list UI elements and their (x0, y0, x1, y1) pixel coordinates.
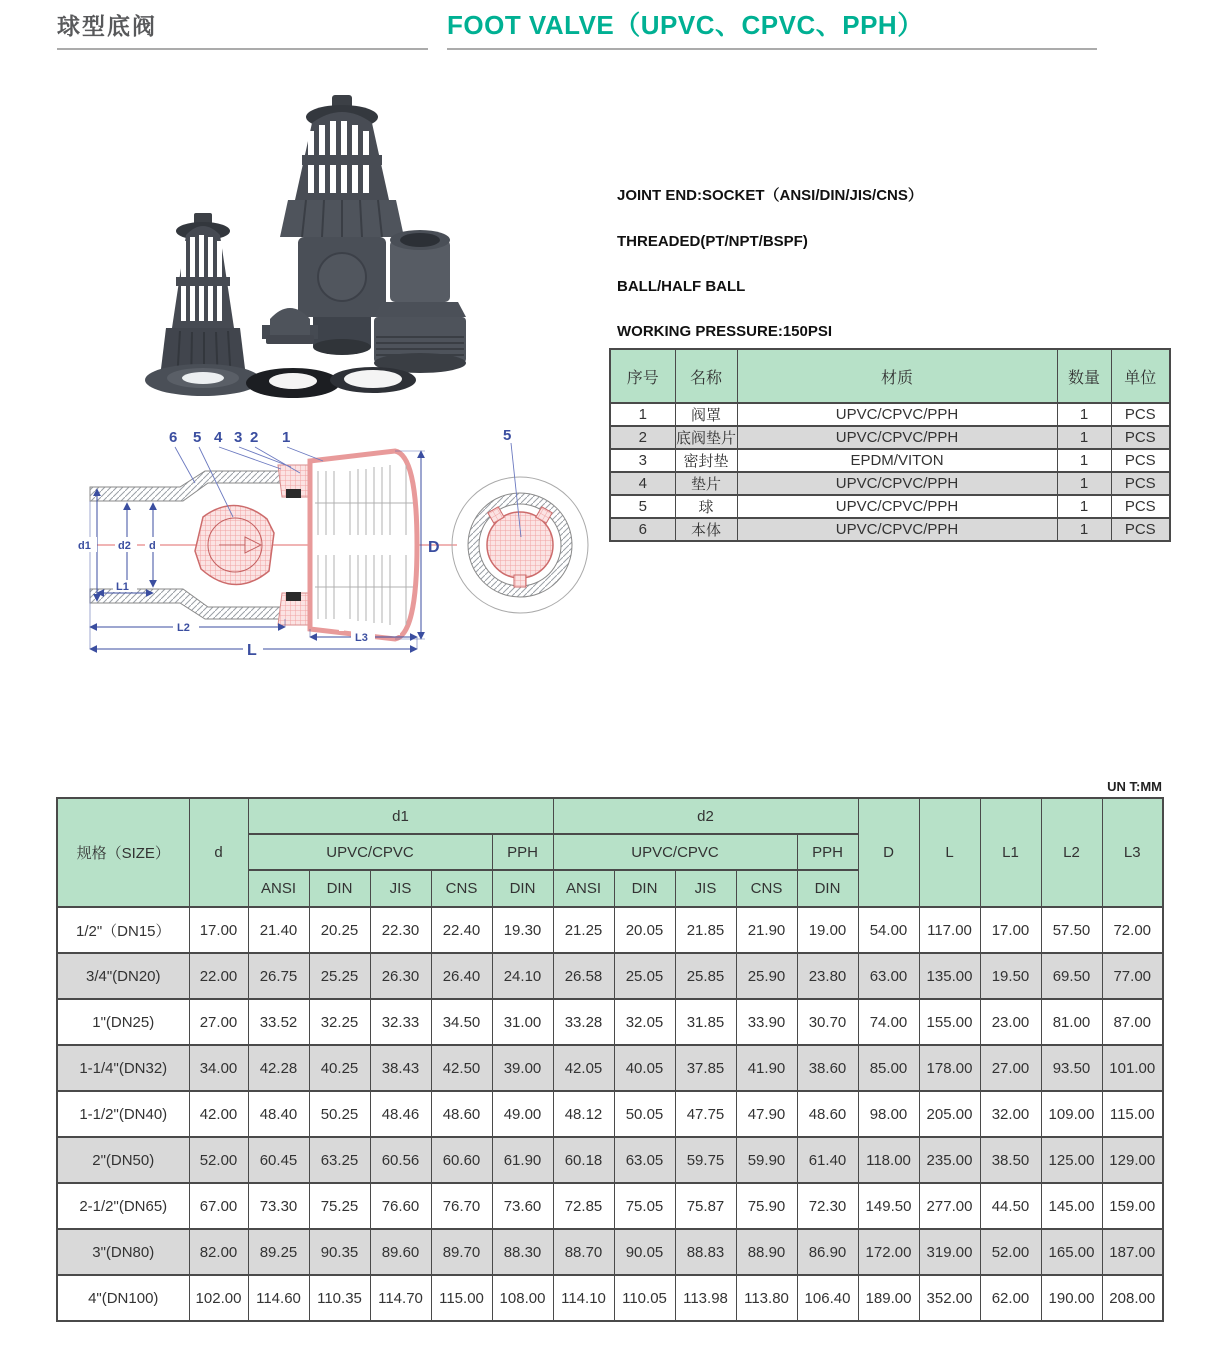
value-cell: 67.00 (189, 1183, 248, 1229)
value-cell: 61.90 (492, 1137, 553, 1183)
value-cell: 26.40 (431, 953, 492, 999)
callout-6: 6 (169, 429, 178, 446)
callout-3: 3 (234, 429, 243, 446)
value-cell: 57.50 (1041, 907, 1102, 953)
index-cell: 1 (610, 403, 675, 426)
size-cell: 3/4"(DN20) (57, 953, 189, 999)
value-cell: 25.05 (614, 953, 675, 999)
flange-gasket (145, 364, 261, 396)
value-cell: 41.90 (736, 1045, 797, 1091)
index-cell: 4 (610, 472, 675, 495)
parts-header-row (610, 349, 1170, 403)
table-row (610, 472, 1170, 495)
value-cell: 球 (675, 495, 737, 518)
dim-label-L3: L3 (355, 632, 368, 644)
column-header-standard: DIN (614, 870, 675, 907)
index-cell: 3 (610, 449, 675, 472)
value-cell: 22.40 (431, 907, 492, 953)
value-cell: 33.90 (736, 999, 797, 1045)
index-cell: 6 (610, 518, 675, 541)
value-cell: 42.50 (431, 1045, 492, 1091)
table-row (610, 426, 1170, 449)
seal-ring-thin (330, 367, 416, 393)
value-cell: 352.00 (919, 1275, 980, 1321)
value-cell: 40.25 (309, 1045, 370, 1091)
technical-drawing (65, 425, 605, 660)
value-cell: 72.00 (1102, 907, 1163, 953)
column-header: 材质 (737, 349, 1057, 403)
value-cell: 82.00 (189, 1229, 248, 1275)
value-cell: 40.05 (614, 1045, 675, 1091)
value-cell: 48.12 (553, 1091, 614, 1137)
column-header-standard: ANSI (553, 870, 614, 907)
column-header-standard: CNS (736, 870, 797, 907)
dimension-table (56, 797, 1164, 1322)
dim-label-d1: d1 (78, 540, 91, 552)
table-row (57, 1183, 1163, 1229)
value-cell: 125.00 (1041, 1137, 1102, 1183)
value-cell: 63.05 (614, 1137, 675, 1183)
value-cell: 62.00 (980, 1275, 1041, 1321)
value-cell: 75.25 (309, 1183, 370, 1229)
value-cell: 319.00 (919, 1229, 980, 1275)
size-cell: 4"(DN100) (57, 1275, 189, 1321)
index-cell: 2 (610, 426, 675, 449)
value-cell: 底阀垫片 (675, 426, 737, 449)
value-cell: 88.70 (553, 1229, 614, 1275)
value-cell: 42.28 (248, 1045, 309, 1091)
value-cell: 24.10 (492, 953, 553, 999)
value-cell: UPVC/CPVC/PPH (737, 495, 1057, 518)
column-group-upvc: UPVC/CPVC (553, 834, 797, 870)
callout-4: 4 (214, 429, 223, 446)
table-row (610, 518, 1170, 541)
value-cell: 23.00 (980, 999, 1041, 1045)
strainer-cage-section (310, 451, 417, 639)
value-cell: 86.90 (797, 1229, 858, 1275)
value-cell: 149.50 (858, 1183, 919, 1229)
value-cell: 31.85 (675, 999, 736, 1045)
value-cell: 21.40 (248, 907, 309, 953)
value-cell: 25.85 (675, 953, 736, 999)
table-row (57, 1137, 1163, 1183)
column-header-standard: DIN (309, 870, 370, 907)
unit-note: UN T:MM (1107, 779, 1162, 794)
value-cell: 208.00 (1102, 1275, 1163, 1321)
value-cell: 阀罩 (675, 403, 737, 426)
value-cell: 52.00 (189, 1137, 248, 1183)
value-cell: 88.30 (492, 1229, 553, 1275)
value-cell: 22.30 (370, 907, 431, 953)
value-cell: 26.30 (370, 953, 431, 999)
table-row (57, 1275, 1163, 1321)
value-cell: 52.00 (980, 1229, 1041, 1275)
value-cell: 21.90 (736, 907, 797, 953)
size-cell: 2"(DN50) (57, 1137, 189, 1183)
column-group-pph: PPH (492, 834, 553, 870)
callout-5-endview: 5 (503, 427, 512, 444)
value-cell: 49.00 (492, 1091, 553, 1137)
value-cell: 1 (1057, 518, 1111, 541)
column-header-standard: JIS (370, 870, 431, 907)
value-cell: 81.00 (1041, 999, 1102, 1045)
value-cell: 110.35 (309, 1275, 370, 1321)
value-cell: 21.25 (553, 907, 614, 953)
value-cell: 30.70 (797, 999, 858, 1045)
value-cell: 48.46 (370, 1091, 431, 1137)
value-cell: 72.85 (553, 1183, 614, 1229)
column-group-upvc: UPVC/CPVC (248, 834, 492, 870)
spec-threaded: THREADED(PT/NPT/BSPF) (617, 233, 808, 250)
table-row (610, 449, 1170, 472)
table-row (57, 1045, 1163, 1091)
value-cell: 54.00 (858, 907, 919, 953)
value-cell: 165.00 (1041, 1229, 1102, 1275)
value-cell: 113.80 (736, 1275, 797, 1321)
value-cell: 34.50 (431, 999, 492, 1045)
size-cell: 1-1/4"(DN32) (57, 1045, 189, 1091)
value-cell: 115.00 (431, 1275, 492, 1321)
size-cell: 1-1/2"(DN40) (57, 1091, 189, 1137)
table-row (57, 907, 1163, 953)
value-cell: 21.85 (675, 907, 736, 953)
value-cell: 50.05 (614, 1091, 675, 1137)
value-cell: 98.00 (858, 1091, 919, 1137)
value-cell: 32.33 (370, 999, 431, 1045)
value-cell: 22.00 (189, 953, 248, 999)
value-cell: 89.25 (248, 1229, 309, 1275)
value-cell: 187.00 (1102, 1229, 1163, 1275)
value-cell: 235.00 (919, 1137, 980, 1183)
value-cell: UPVC/CPVC/PPH (737, 426, 1057, 449)
value-cell: 1 (1057, 403, 1111, 426)
spec-ball: BALL/HALF BALL (617, 278, 746, 295)
value-cell: 88.90 (736, 1229, 797, 1275)
value-cell: 32.00 (980, 1091, 1041, 1137)
value-cell: 73.60 (492, 1183, 553, 1229)
value-cell: 90.35 (309, 1229, 370, 1275)
value-cell: 118.00 (858, 1137, 919, 1183)
value-cell: UPVC/CPVC/PPH (737, 518, 1057, 541)
value-cell: 60.45 (248, 1137, 309, 1183)
table-row (610, 403, 1170, 426)
table-row (57, 999, 1163, 1045)
value-cell: 1 (1057, 495, 1111, 518)
table-row (610, 495, 1170, 518)
value-cell: 88.83 (675, 1229, 736, 1275)
value-cell: 42.05 (553, 1045, 614, 1091)
value-cell: 93.50 (1041, 1045, 1102, 1091)
value-cell: 本体 (675, 518, 737, 541)
value-cell: 44.50 (980, 1183, 1041, 1229)
value-cell: 19.50 (980, 953, 1041, 999)
value-cell: PCS (1111, 449, 1170, 472)
value-cell: 190.00 (1041, 1275, 1102, 1321)
value-cell: 27.00 (189, 999, 248, 1045)
value-cell: UPVC/CPVC/PPH (737, 472, 1057, 495)
value-cell: 密封垫 (675, 449, 737, 472)
value-cell: 114.10 (553, 1275, 614, 1321)
value-cell: 172.00 (858, 1229, 919, 1275)
dim-label-L2: L2 (177, 622, 190, 634)
value-cell: 31.00 (492, 999, 553, 1045)
value-cell: 110.05 (614, 1275, 675, 1321)
value-cell: 17.00 (980, 907, 1041, 953)
column-header-size: 规格（SIZE） (57, 798, 189, 907)
value-cell: PCS (1111, 495, 1170, 518)
size-cell: 1/2"（DN15） (57, 907, 189, 953)
value-cell: 19.30 (492, 907, 553, 953)
value-cell: 25.25 (309, 953, 370, 999)
value-cell: 38.50 (980, 1137, 1041, 1183)
end-view (452, 427, 588, 613)
value-cell: 38.43 (370, 1045, 431, 1091)
ball-section (195, 505, 274, 584)
column-header-L3: L3 (1102, 798, 1163, 907)
value-cell: 47.90 (736, 1091, 797, 1137)
column-header: 名称 (675, 349, 737, 403)
callout-2: 2 (250, 429, 259, 446)
table-row (57, 1091, 1163, 1137)
value-cell: 108.00 (492, 1275, 553, 1321)
column-header-standard: DIN (797, 870, 858, 907)
value-cell: 25.90 (736, 953, 797, 999)
value-cell: 17.00 (189, 907, 248, 953)
value-cell: 32.05 (614, 999, 675, 1045)
column-header-D: D (858, 798, 919, 907)
value-cell: 27.00 (980, 1045, 1041, 1091)
value-cell: 113.98 (675, 1275, 736, 1321)
value-cell: 33.28 (553, 999, 614, 1045)
value-cell: 39.00 (492, 1045, 553, 1091)
table-row (57, 953, 1163, 999)
value-cell: 26.75 (248, 953, 309, 999)
divider-right (447, 48, 1097, 50)
size-cell: 1"(DN25) (57, 999, 189, 1045)
value-cell: 37.85 (675, 1045, 736, 1091)
value-cell: 89.70 (431, 1229, 492, 1275)
value-cell: 109.00 (1041, 1091, 1102, 1137)
value-cell: 85.00 (858, 1045, 919, 1091)
value-cell: 135.00 (919, 953, 980, 999)
value-cell: PCS (1111, 472, 1170, 495)
table-row (57, 1229, 1163, 1275)
value-cell: 48.60 (797, 1091, 858, 1137)
index-cell: 5 (610, 495, 675, 518)
value-cell: 60.60 (431, 1137, 492, 1183)
value-cell: 76.70 (431, 1183, 492, 1229)
value-cell: 61.40 (797, 1137, 858, 1183)
value-cell: 59.90 (736, 1137, 797, 1183)
value-cell: 129.00 (1102, 1137, 1163, 1183)
value-cell: 178.00 (919, 1045, 980, 1091)
spec-list (617, 184, 1177, 368)
value-cell: 74.00 (858, 999, 919, 1045)
value-cell: 75.05 (614, 1183, 675, 1229)
value-cell: 277.00 (919, 1183, 980, 1229)
seal-ring-black (246, 368, 340, 398)
value-cell: 114.70 (370, 1275, 431, 1321)
divider-left (57, 48, 428, 50)
value-cell: 20.25 (309, 907, 370, 953)
dim-label-L1: L1 (116, 581, 129, 593)
value-cell: EPDM/VITON (737, 449, 1057, 472)
value-cell: 42.00 (189, 1091, 248, 1137)
spec-working-pressure: WORKING PRESSURE:150PSI (617, 323, 833, 340)
value-cell: 1 (1057, 449, 1111, 472)
column-header: 序号 (610, 349, 675, 403)
column-header-L: L (919, 798, 980, 907)
value-cell: 19.00 (797, 907, 858, 953)
value-cell: 48.40 (248, 1091, 309, 1137)
value-cell: 90.05 (614, 1229, 675, 1275)
dim-label-d: d (149, 540, 156, 552)
value-cell: 47.75 (675, 1091, 736, 1137)
value-cell: 205.00 (919, 1091, 980, 1137)
value-cell: 115.00 (1102, 1091, 1163, 1137)
column-header-L2: L2 (1041, 798, 1102, 907)
value-cell: 77.00 (1102, 953, 1163, 999)
value-cell: 145.00 (1041, 1183, 1102, 1229)
value-cell: PCS (1111, 518, 1170, 541)
value-cell: PCS (1111, 403, 1170, 426)
column-group-d2: d2 (553, 798, 858, 834)
value-cell: 60.18 (553, 1137, 614, 1183)
value-cell: 75.87 (675, 1183, 736, 1229)
value-cell: 20.05 (614, 907, 675, 953)
value-cell: 59.75 (675, 1137, 736, 1183)
column-header: 数量 (1057, 349, 1111, 403)
product-photo (80, 85, 580, 425)
socket-adapter (374, 230, 466, 373)
column-header-standard: ANSI (248, 870, 309, 907)
value-cell: 155.00 (919, 999, 980, 1045)
column-header-standard: DIN (492, 870, 553, 907)
strainer-small (160, 213, 246, 387)
value-cell: 34.00 (189, 1045, 248, 1091)
dim-label-L: L (247, 642, 257, 659)
page-title-english: FOOT VALVE（UPVC、CPVC、PPH） (447, 10, 924, 40)
column-header-standard: JIS (675, 870, 736, 907)
value-cell: 33.52 (248, 999, 309, 1045)
column-header-standard: CNS (431, 870, 492, 907)
value-cell: UPVC/CPVC/PPH (737, 403, 1057, 426)
column-group-d1: d1 (248, 798, 553, 834)
dim-label-d2: d2 (118, 540, 131, 552)
value-cell: 69.50 (1041, 953, 1102, 999)
value-cell: 101.00 (1102, 1045, 1163, 1091)
value-cell: 72.30 (797, 1183, 858, 1229)
value-cell: PCS (1111, 426, 1170, 449)
value-cell: 26.58 (553, 953, 614, 999)
value-cell: 76.60 (370, 1183, 431, 1229)
value-cell: 159.00 (1102, 1183, 1163, 1229)
column-group-pph: PPH (797, 834, 858, 870)
value-cell: 89.60 (370, 1229, 431, 1275)
value-cell: 32.25 (309, 999, 370, 1045)
column-header: 单位 (1111, 349, 1170, 403)
value-cell: 48.60 (431, 1091, 492, 1137)
parts-table (609, 348, 1171, 542)
value-cell: 1 (1057, 426, 1111, 449)
value-cell: 102.00 (189, 1275, 248, 1321)
value-cell: 189.00 (858, 1275, 919, 1321)
spec-joint-end: JOINT END:SOCKET（ANSI/DIN/JIS/CNS） (617, 187, 923, 204)
value-cell: 60.56 (370, 1137, 431, 1183)
callout-5: 5 (193, 429, 202, 446)
size-cell: 2-1/2"(DN65) (57, 1183, 189, 1229)
value-cell: 63.25 (309, 1137, 370, 1183)
value-cell: 75.90 (736, 1183, 797, 1229)
value-cell: 23.80 (797, 953, 858, 999)
value-cell: 73.30 (248, 1183, 309, 1229)
value-cell: 63.00 (858, 953, 919, 999)
dim-header-row-1 (57, 798, 1163, 834)
size-cell: 3"(DN80) (57, 1229, 189, 1275)
callout-1: 1 (282, 429, 291, 446)
value-cell: 50.25 (309, 1091, 370, 1137)
value-cell: 38.60 (797, 1045, 858, 1091)
value-cell: 114.60 (248, 1275, 309, 1321)
value-cell: 1 (1057, 472, 1111, 495)
column-header-L1: L1 (980, 798, 1041, 907)
column-header-d: d (189, 798, 248, 907)
dim-label-D: D (428, 539, 440, 556)
value-cell: 106.40 (797, 1275, 858, 1321)
value-cell: 87.00 (1102, 999, 1163, 1045)
value-cell: 垫片 (675, 472, 737, 495)
page-title-chinese: 球型底阀 (57, 13, 157, 39)
value-cell: 117.00 (919, 907, 980, 953)
